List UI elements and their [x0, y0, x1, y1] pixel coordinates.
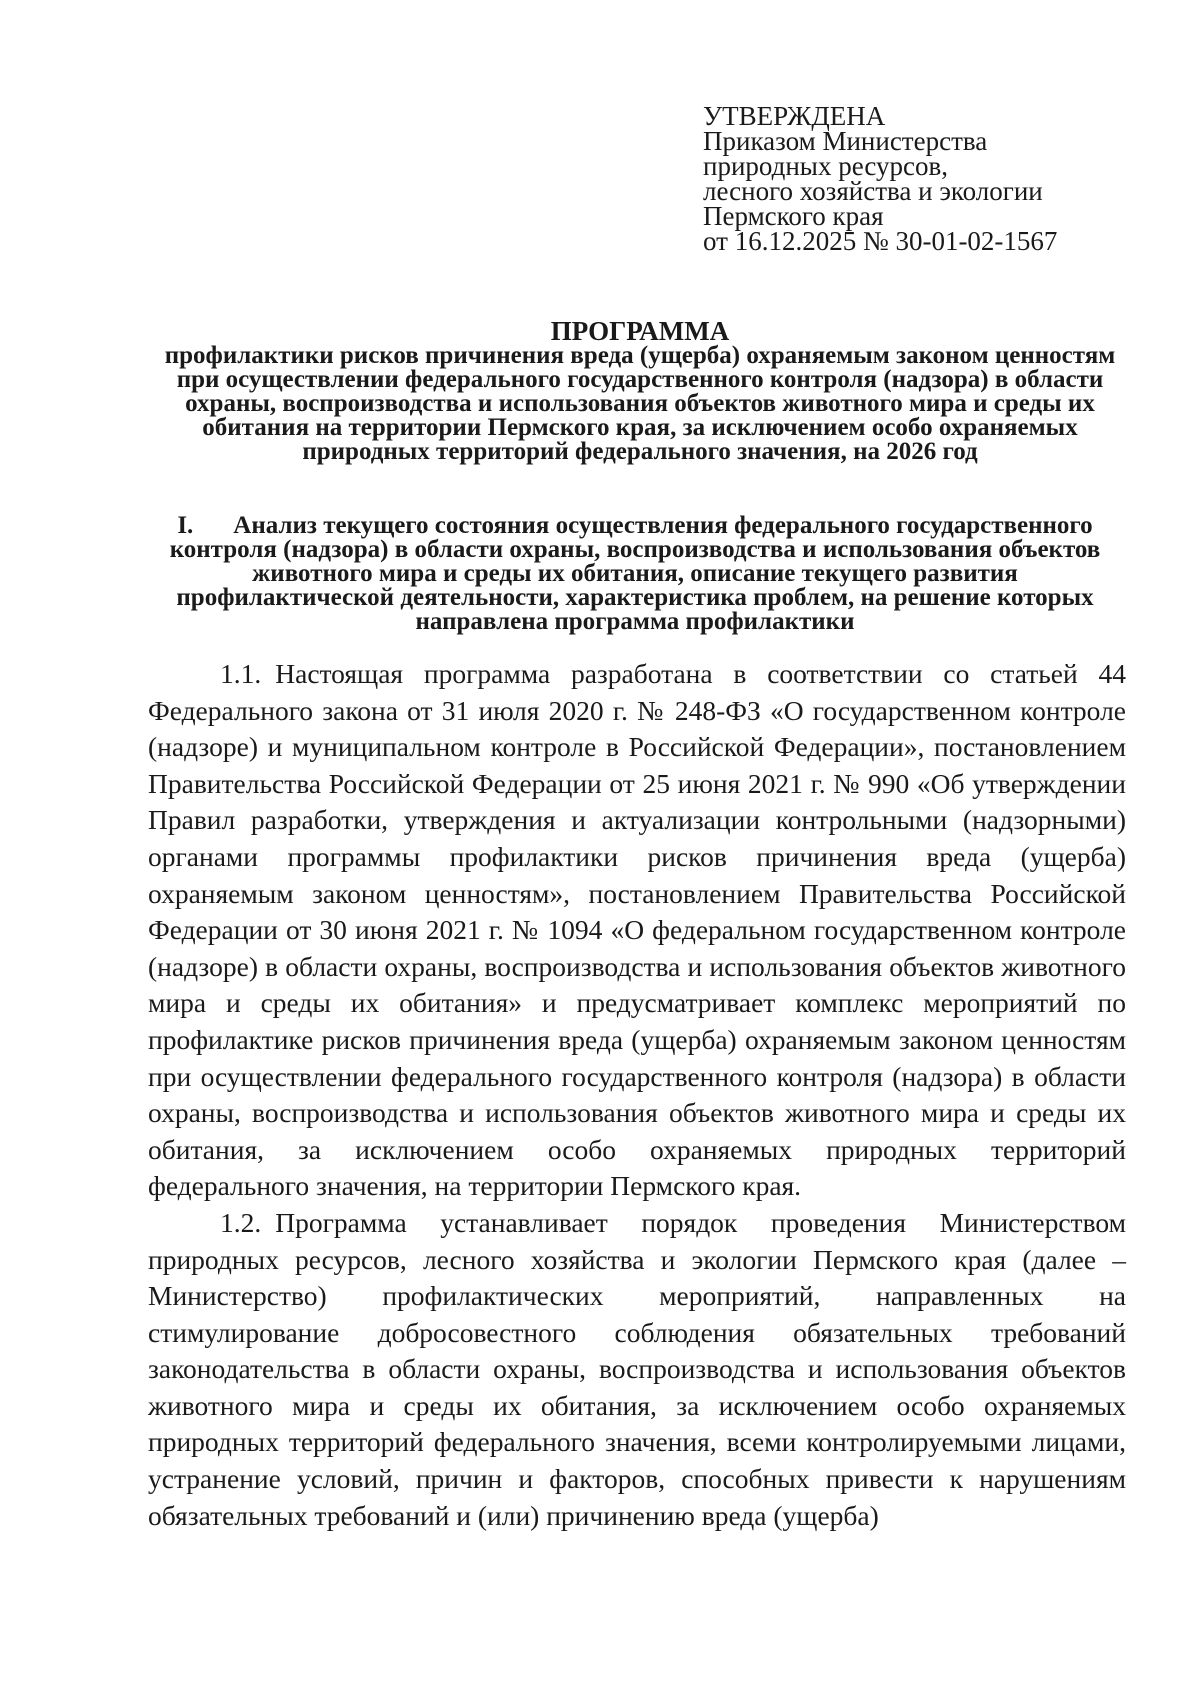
paragraph-text: Настоящая программа разработана в соответствии со статьей 44 Федерального закона от 31 июля 2020 г. № 248-ФЗ «О государственном контроле (надзоре) и муниципальном контроле в Российской Федерации», постановлением Правительства Российской Федерации от 25 июня 2021 г. № 990 «Об утверждении Правил разработки, утверждения и актуализации контрольными (надзорными) органами программы профилактики рисков причинения вреда (ущерба) охраняемым законом ценностям», постановлением Правительства Российской Федерации от 30 июня 2021 г. № 1094 «О федеральном государственном контроле (надзоре) в области охраны, воспроизводства и использования объектов животного мира и среды их обитания» и предусматривает комплекс мероприятий по профилактике рисков причинения вреда (ущерба) охраняемым законом ценностям при осуществлении федерального государственного контроля (надзора) в области охраны, воспроизводства и использования объектов животного мира и среды их обитания, за исключением особо охраняемых природных территорий федерального значения, на территории Пермского края. — [148, 658, 1126, 1202]
section-number: I. — [177, 512, 194, 539]
section-title: Анализ текущего состояния осуществления федерального государственного контроля (надзора) в области охраны, воспроизводства и использования объектов животного мира и среды их обитания, описание текущего развития профилактической деятельности, характеристика проблем, на решение которых направлена программа профилактики — [169, 512, 1101, 635]
paragraph — [148, 656, 1126, 1205]
title-heading: ПРОГРАММА — [550, 316, 730, 346]
approval-line: Пермского края — [703, 201, 884, 231]
paragraph — [148, 1205, 1126, 1534]
approval-line: Приказом Министерства — [703, 126, 988, 156]
paragraph-number: 1.2. — [220, 1206, 262, 1238]
document-title — [160, 318, 1120, 464]
approval-line: природных ресурсов, — [703, 151, 948, 181]
paragraph-text: Программа устанавливает порядок проведения Министерством природных ресурсов, лесного хозяйства и экологии Пермского края (далее – Министерство) профилактических мероприятий, направленных на стимулирование добросовестного соблюдения обязательных требований законодательства в области охраны, воспроизводства и использования объектов животного мира и среды их обитания, за исключением особо охраняемых природных территорий федерального значения, всеми контролируемыми лицами, устранение условий, причин и факторов, способных привести к нарушениям обязательных требований и (или) причинению вреда (ущерба) — [148, 1206, 1126, 1531]
section-heading — [150, 514, 1120, 634]
document-body — [148, 656, 1126, 1534]
paragraph-number: 1.1. — [220, 658, 262, 689]
title-subtitle: профилактики рисков причинения вреда (ущерба) охраняемым законом ценностям при осуществлении федерального государственного контроля (надзора) в области охраны, воспроизводства и использования объектов животного мира и среды их обитания на территории Пермского края, за исключением особо охраняемых природных территорий федерального значения, на 2026 год — [164, 342, 1116, 465]
approval-line: лесного хозяйства и экологии — [703, 176, 1043, 206]
approval-line: УТВЕРЖДЕНА — [703, 101, 886, 131]
approval-line: от 16.12.2025 № 30-01-02-1567 — [703, 226, 1058, 256]
approval-stamp-block — [703, 101, 1103, 256]
